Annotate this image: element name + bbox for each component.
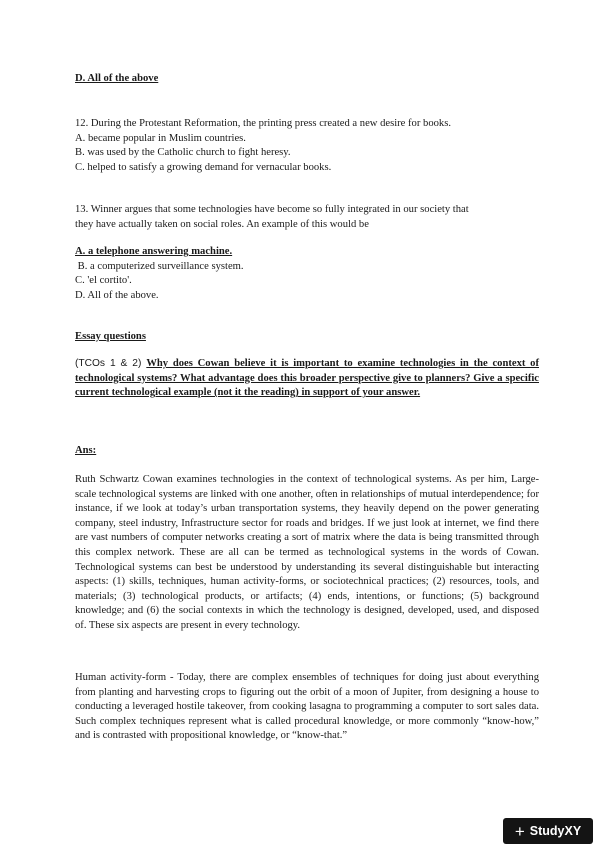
answer-label-block [75,444,539,459]
essay-heading-block [75,330,539,345]
q13-block [75,203,539,232]
q13-stem-line1: 13. Winner argues that some technologies have become so fully integrated in our society that [75,204,469,215]
answer-paragraph-1: Ruth Schwartz Cowan examines technologies in the context of technological systems. As per him, Large-scale technological systems are linked with one another, often in relationships of mutual interdependence; for instance, if we look at today’s urban transportation systems, they heavily depend on the power generating company, steel industry, Infrastructure sector for roads and bridges. If we just look at internet, we find there are vast numbers of computer networks creating a sort of matrix where the data is being transmitted through this complex network. These are all can be termed as technological systems in the words of Cowan. Technological systems can best be understood by understanding its several distinguishable but interacting aspects: (1) skills, techniques, human activity-forms, or sociotechnical practices; (2) resources, tools, and materials; (3) technological products, or artifacts; (4) ends, intentions, or functions; (5) background knowledge; and (6) the social contexts in which the technology is designed, developed, used, and disposed of. These six aspects are present in every technology. [75,474,539,631]
answer-paragraph-2: Human activity-form - Today, there are complex ensembles of techniques for doing just about everything from planting and harvesting crops to figuring out the orbit of a moon of Jupiter, from designing a house to conducting a leveraged hostile takeover, from cooking lasagna to programming a computer to sort sales data. Such complex techniques represent what is called procedural knowledge, or more commonly “know-how,” and is contrasted with propositional knowledge, or “know-that.” [75,672,539,742]
studyxy-logo [503,818,593,844]
essay-heading: Essay questions [75,331,146,342]
q13-stem-line2: they have actually taken on social roles. An example of this would be [75,218,369,230]
q13-option-d: D. All of the above. [75,289,159,301]
essay-question-block [75,357,539,401]
studyxy-brand: StudyXY [529,824,582,838]
q11-answer: D. All of the above [75,73,159,84]
q12-option-c: C. helped to satisfy a growing demand for vernacular books. [75,161,332,173]
q12-option-b: B. was used by the Catholic church to fight heresy. [75,147,291,159]
q12-block [75,117,539,175]
essay-prefix: (TCOs 1 & 2) [75,358,147,369]
q12-option-a: A. became popular in Muslim countries. [75,132,246,144]
q13-answer: A. a telephone answering machine. [75,246,233,257]
q13-option-b: B. a computerized surveillance system. [75,260,244,272]
essay-question: Why does Cowan believe it is important to examine technologies in the context of technological systems? What advantage does this broader perspective give to planners? Give a specific current technological example (not it the reading) in support of your answer. [75,358,539,399]
q13-options [75,245,539,303]
answer-label: Ans: [75,445,97,456]
plus-icon: + [514,821,525,841]
q11-answer-block [75,72,539,87]
q13-option-c: C. 'el cortito'. [75,275,132,287]
q12-stem: 12. During the Protestant Reformation, the printing press created a new desire for books. [75,118,451,129]
